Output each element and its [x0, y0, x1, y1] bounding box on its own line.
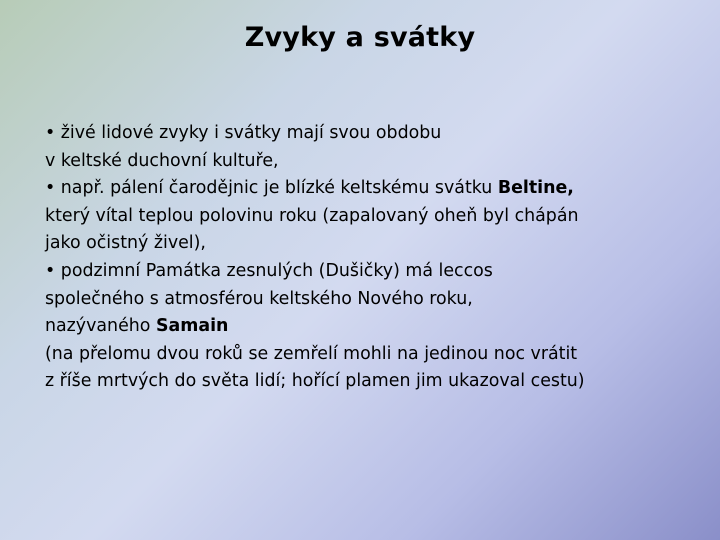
line-text: jako očistný živel), [45, 233, 206, 254]
line-text: v keltské duchovní kultuře, [45, 150, 279, 171]
line-text: • živé lidové zvyky i svátky mají svou obdobu [45, 123, 442, 143]
text-line [45, 341, 685, 369]
slide-body [45, 120, 685, 396]
bold-term-samain: Samain [155, 316, 229, 337]
text-line [45, 286, 685, 314]
text-line [45, 175, 685, 203]
text-line [45, 368, 685, 396]
line-text: (na přelomu dvou roků se zemřelí mohli na jedinou noc vrátit [45, 343, 578, 364]
line-text: • podzimní Památka zesnulých (Dušičky) má leccos [45, 260, 493, 281]
slide-title: Zvyky a svátky [244, 22, 476, 53]
text-line [45, 203, 685, 231]
line-text: • např. pálení čarodějnic je blízké keltskému svátku [45, 178, 498, 199]
text-line [45, 148, 685, 176]
line-text: z říše mrtvých do světa lidí; hořící plamen jim ukazoval cestu) [45, 371, 585, 392]
bold-term-beltine: Beltine, [497, 178, 574, 199]
text-line [45, 120, 685, 148]
line-text: který vítal teplou polovinu roku (zapalovaný oheň byl chápán [45, 205, 579, 226]
line-text: nazývaného [45, 316, 156, 337]
line-text: společného s atmosférou keltského Nového roku, [45, 288, 473, 309]
text-line [45, 313, 685, 341]
text-line [45, 230, 685, 258]
text-line [45, 258, 685, 286]
